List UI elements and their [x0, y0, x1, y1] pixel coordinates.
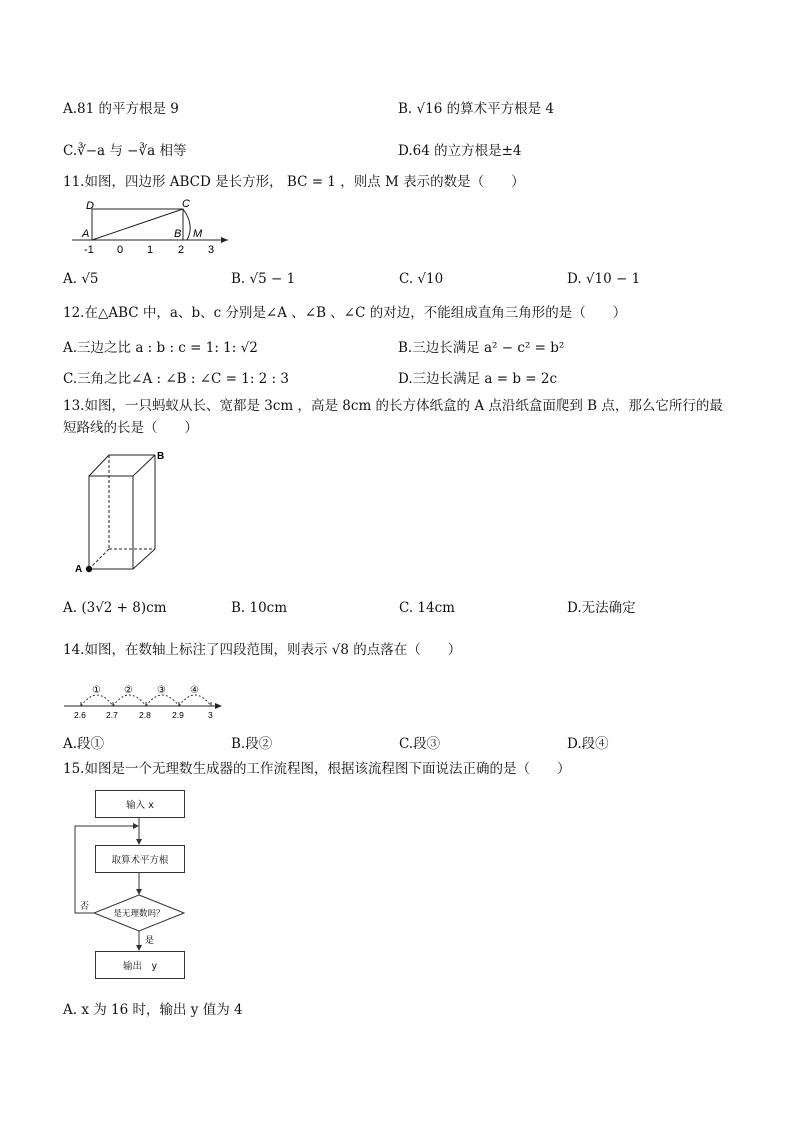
flow-input-box: 输入 x — [95, 790, 185, 818]
q11-tick-label: 1 — [147, 244, 154, 256]
q10-option-a: A.81 的平方根是 9 — [63, 101, 179, 117]
q14-tick-label: 2.6 — [74, 710, 86, 720]
flow-process-box: 取算术平方根 — [95, 845, 185, 873]
q12-option-d: D.三边长满足 a = b = 2c — [398, 371, 558, 387]
q11-option-a: A. √5 — [63, 271, 99, 287]
flow-no-label: 否 — [80, 901, 90, 911]
q14-option-c: C.段③ — [399, 736, 441, 752]
q11-option-c: C. √10 — [399, 271, 444, 287]
flow-output-box: 输出 y — [95, 951, 185, 979]
q11-tick-label: 0 — [117, 244, 124, 256]
flow-decision-label: 是无理数吗？ — [113, 908, 165, 918]
q12-option-a: A.三边之比 a : b : c = 1: 1: √2 — [63, 340, 258, 356]
q13-option-b: B. 10cm — [231, 600, 288, 616]
q14-segment-label: ③ — [157, 685, 166, 696]
q12-option-c: C.三角之比∠A : ∠B : ∠C = 1: 2 : 3 — [63, 371, 289, 387]
q14-stem: 14.如图，在数轴上标注了四段范围，则表示 √8 的点落在（ ） — [63, 642, 462, 658]
q11-label-c: C — [182, 198, 190, 210]
q10-option-c: C.∛−a 与 −∛a 相等 — [63, 143, 187, 159]
q10-option-d: D.64 的立方根是±4 — [398, 143, 522, 159]
q14-segment-label: ④ — [190, 685, 199, 696]
q11-tick-label: 3 — [208, 244, 215, 256]
q13-stem-line2: 短路线的长是（ ） — [63, 420, 198, 436]
q14-tick-label: 2.7 — [106, 710, 118, 720]
q12-stem: 12.在△ABC 中，a、b、c 分别是∠A 、∠B 、∠C 的对边，不能组成直角三角形的是（ ） — [63, 305, 627, 321]
q13-label-a: A — [75, 564, 83, 575]
q14-tick-label: 2.8 — [139, 710, 151, 720]
q11-stem: 11.如图，四边形 ABCD 是长方形， BC = 1 ，则点 M 表示的数是（ ） — [63, 174, 525, 190]
q11-option-d: D. √10 − 1 — [567, 271, 641, 287]
q13-option-d: D.无法确定 — [567, 600, 636, 616]
q14-option-d: D.段④ — [567, 736, 609, 752]
q11-label-m: M — [193, 228, 203, 240]
q11-tick-label: 2 — [178, 244, 185, 256]
q13-label-b: B — [157, 451, 165, 462]
q11-option-b: B. √5 − 1 — [231, 271, 296, 287]
q11-figure — [70, 197, 235, 259]
q11-label-d: D — [86, 200, 94, 212]
q11-tick-label: -1 — [84, 244, 94, 256]
q12-option-b: B.三边长满足 a² − c² = b² — [398, 340, 565, 356]
q14-option-a: A.段① — [63, 736, 105, 752]
q13-option-c: C. 14cm — [399, 600, 455, 616]
q11-label-b: B — [174, 228, 182, 240]
q13-option-a: A. (3√2 + 8)cm — [63, 600, 167, 616]
q14-number-line — [62, 680, 227, 722]
q13-stem-line1: 13.如图，一只蚂蚁从长、宽都是 3cm ，高是 8cm 的长方体纸盒的 A 点沿纸盒面爬到 B 点，那么它所行的最 — [63, 398, 723, 414]
q10-option-b: B. √16 的算术平方根是 4 — [398, 101, 554, 117]
q13-box-figure — [72, 448, 172, 578]
q14-tick-label: 3 — [208, 710, 213, 720]
q14-option-b: B.段② — [231, 736, 273, 752]
q15-option-a: A. x 为 16 时，输出 y 值为 4 — [63, 1002, 243, 1018]
flow-yes-label: 是 — [145, 935, 155, 945]
q15-stem: 15.如图是一个无理数生成器的工作流程图，根据该流程图下面说法正确的是（ ） — [63, 761, 571, 777]
q14-segment-label: ① — [92, 685, 101, 696]
q14-segment-label: ② — [124, 685, 133, 696]
q11-label-a: A — [82, 228, 90, 240]
q14-tick-label: 2.9 — [172, 710, 184, 720]
